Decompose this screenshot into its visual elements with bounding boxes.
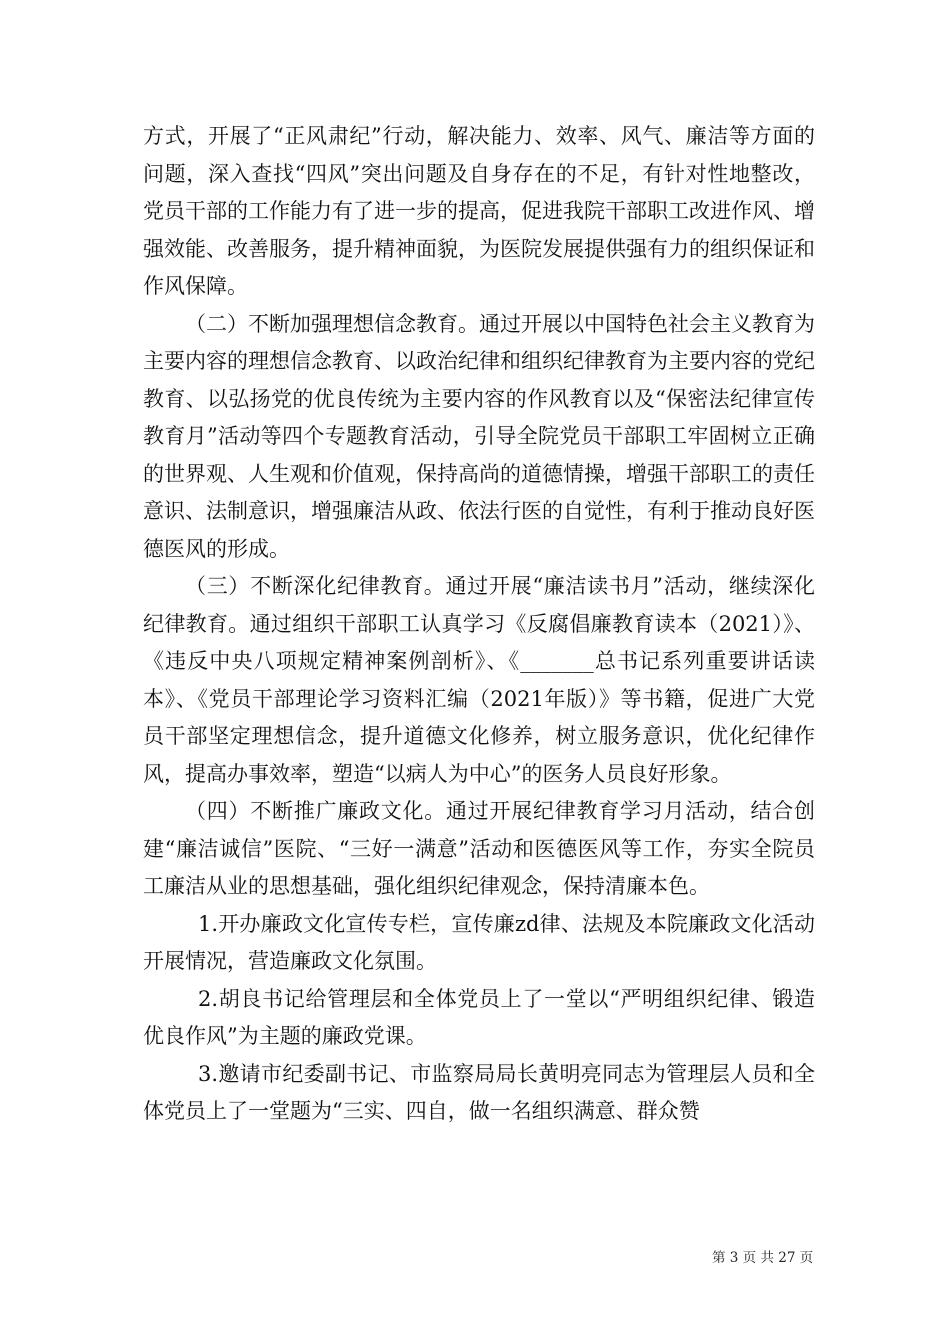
list-item-1: 1.开办廉政文化宣传专栏，宣传廉zd律、法规及本院廉政文化活动开展情况，营造廉政文化氛围。 — [143, 911, 815, 973]
paragraph-section-4: （四）不断推广廉政文化。通过开展纪律教育学习月活动，结合创建“廉洁诚信”医院、“三好一满意”活动和医德医风等工作，夯实全院员工廉洁从业的思想基础，强化组织纪律观念，保持清廉本色。 — [143, 799, 815, 898]
document-body — [143, 118, 815, 1131]
list-item-3: 3.邀请市纪委副书记、市监察局局长黄明亮同志为管理层人员和全体党员上了一堂题为“三实、四自，做一名组织满意、群众赞 — [143, 1061, 815, 1123]
paragraph-section-2: （二）不断加强理想信念教育。通过开展以中国特色社会主义教育为主要内容的理想信念教育、以政治纪律和组织纪律教育为主要内容的党纪教育、以弘扬党的优良传统为主要内容的作风教育以及“保密法纪律宣传教育月”活动等四个专题教育活动，引导全院党员干部职工牢固树立正确的世界观、人生观和价值观，保持高尚的道德情操，增强干部职工的责任意识、法制意识，增强廉洁从政、依法行医的自觉性，有利于推动良好医德医风的形成。 — [143, 311, 815, 561]
page-number-footer: 第 3 页 共 27 页 — [712, 1250, 814, 1266]
paragraph-continuation: 方式，开展了“正风肃纪”行动，解决能力、效率、风气、廉洁等方面的问题，深入查找“四风”突出问题及自身存在的不足，有针对性地整改，党员干部的工作能力有了进一步的提高，促进我院干部职工改进作风、增强效能、改善服务，提升精神面貌，为医院发展提供强有力的组织保证和作风保障。 — [143, 124, 815, 298]
paragraph-section-3: （三）不断深化纪律教育。通过开展“廉洁读书月”活动，继续深化纪律教育。通过组织干部职工认真学习《反腐倡廉教育读本（2021）》、《违反中央八项规定精神案例剖析》、《_______总书记系列重要讲话读本》、《党员干部理论学习资料汇编（2021年版）》等书籍，促进广大党员干部坚定理想信念，提升道德文化修养，树立服务意识，优化纪律作风，提高办事效率，塑造“以病人为中心”的医务人员良好形象。 — [143, 574, 815, 786]
list-item-2: 2.胡良书记给管理层和全体党员上了一堂以“严明组织纪律、锻造优良作风”为主题的廉政党课。 — [143, 986, 815, 1048]
